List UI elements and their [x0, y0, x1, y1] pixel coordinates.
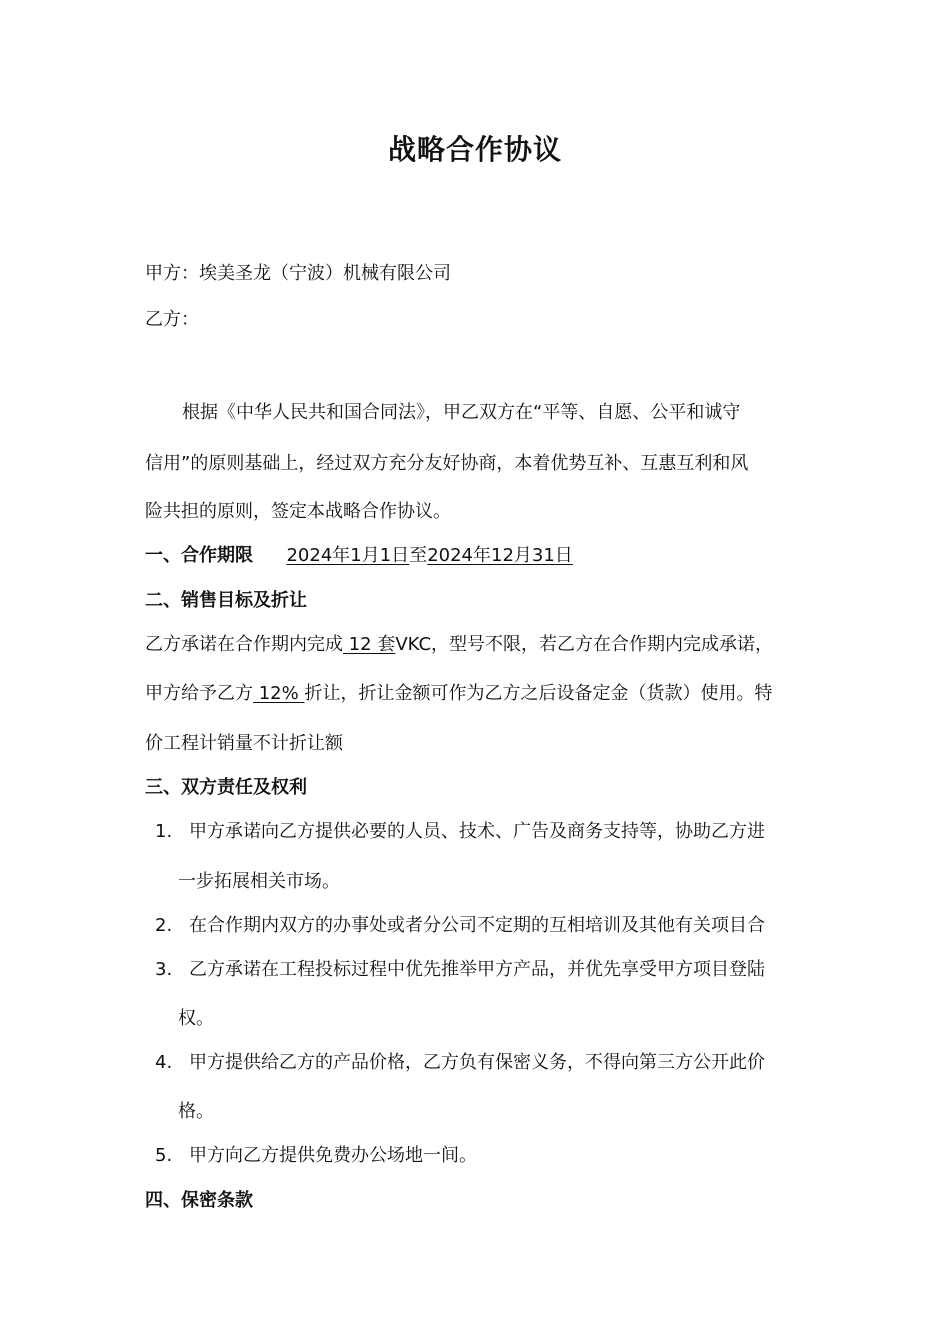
list-item-number: 1.: [155, 821, 173, 842]
section2-heading: 二、销售目标及折让: [145, 590, 307, 611]
party-b-label: 乙方：: [145, 309, 199, 330]
list-item-number: 2.: [155, 915, 173, 936]
party-a-name: 埃美圣龙（宁波）机械有限公司: [199, 263, 451, 284]
list-item-number: 4.: [155, 1052, 173, 1073]
date-connector: 至: [409, 545, 428, 566]
list-item-continuation: 格。: [178, 1101, 214, 1122]
preamble-line-2: 信用”的原则基础上，经过双方充分友好协商，本着优势互补、互惠互利和风: [145, 453, 749, 474]
list-item-number: 5.: [155, 1145, 173, 1166]
section2-line-2: [145, 681, 772, 707]
list-item-text: 甲方提供给乙方的产品价格，乙方负有保密义务，不得向第三方公开此价: [189, 1052, 765, 1073]
section4-heading: 四、保密条款: [145, 1190, 253, 1211]
list-item-continuation: 一步拓展相关市场。: [178, 871, 340, 892]
party-a-label: 甲方：: [145, 263, 199, 284]
discount-rate: 12%: [253, 683, 305, 704]
party-b-line: [145, 307, 199, 333]
list-item: [155, 819, 765, 845]
list-item-text: 甲方向乙方提供免费办公场地一间。: [189, 1145, 477, 1166]
list-item-continuation: 权。: [178, 1008, 214, 1029]
target-text-post: VKC，型号不限，若乙方在合作期内完成承诺，: [395, 634, 774, 655]
preamble-line-3: 险共担的原则，签定本战略合作协议。: [145, 501, 451, 522]
target-text-pre: 乙方承诺在合作期内完成: [145, 634, 343, 655]
list-item: [155, 1050, 765, 1076]
section3-heading: 三、双方责任及权利: [145, 777, 307, 798]
section2-line-3: 价工程计销量不计折让额: [145, 733, 343, 754]
list-item-number: 3.: [155, 959, 173, 980]
list-item: [155, 913, 765, 939]
discount-text-post: 折让，折让金额可作为乙方之后设备定金（货款）使用。特: [304, 683, 773, 704]
party-a-line: [145, 261, 451, 287]
list-item-text: 在合作期内双方的办事处或者分公司不定期的互相培训及其他有关项目合: [189, 915, 765, 936]
list-item-text: 乙方承诺在工程投标过程中优先推举甲方产品，并优先享受甲方项目登陆: [189, 959, 765, 980]
discount-text-pre: 甲方给予乙方: [145, 683, 253, 704]
list-item: [155, 957, 765, 983]
section2-line-1: [145, 632, 773, 658]
section1-heading: 一、合作期限: [145, 545, 253, 566]
end-date: 2024年12月31日: [427, 545, 573, 566]
list-item: [155, 1143, 477, 1169]
list-item-text: 甲方承诺向乙方提供必要的人员、技术、广告及商务支持等，协助乙方进: [189, 821, 765, 842]
section1-line: [145, 543, 573, 569]
preamble-line-1: 根据《中华人民共和国合同法》，甲乙双方在“平等、自愿、公平和诚守: [182, 402, 741, 423]
target-quantity: 12 套: [343, 634, 396, 655]
start-date: 2024年1月1日: [286, 545, 410, 566]
document-title: 战略合作协议: [387, 133, 562, 166]
